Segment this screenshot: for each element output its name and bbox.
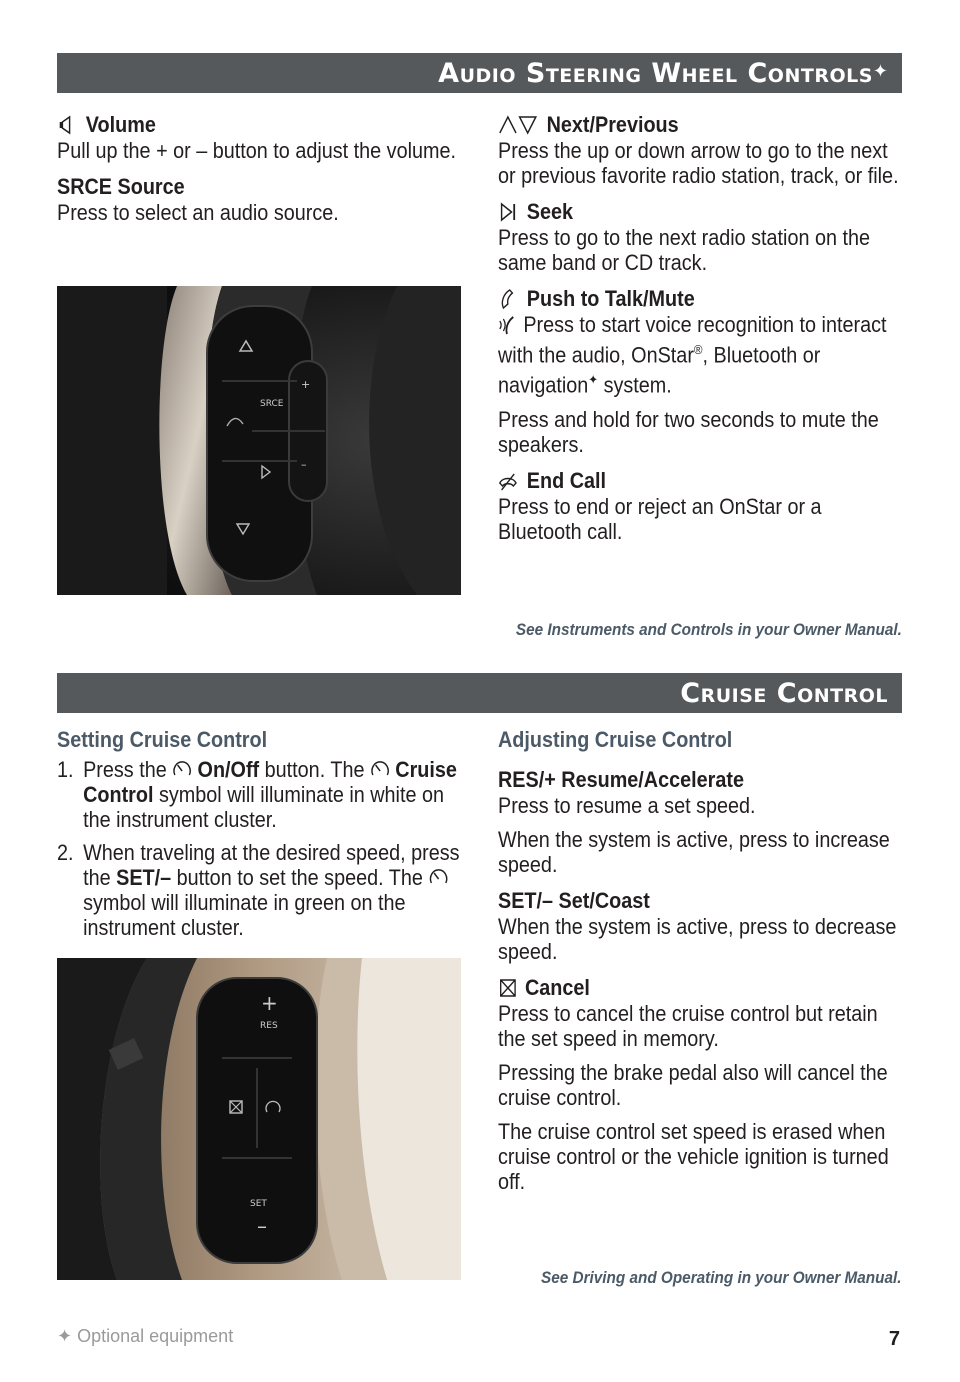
push-to-talk-title: Push to Talk/Mute (526, 286, 695, 311)
volume-text: Pull up the + or – button to adjust the volume. (57, 138, 457, 163)
setting-steps (57, 757, 467, 940)
optional-star-icon: ✦ (57, 1326, 78, 1346)
srce-title: SRCE Source (57, 174, 185, 199)
step-1-on-off: On/Off (197, 757, 260, 782)
step-2-text-d: symbol will illuminate in green on the instrument cluster. (83, 890, 406, 940)
volume-icon (57, 114, 77, 136)
next-previous-item (498, 112, 908, 188)
cruise-icon (172, 760, 192, 780)
cancel-icon (498, 977, 518, 999)
set-coast-text: When the system is active, press to decrease speed. (498, 914, 897, 964)
cancel-title: Cancel (525, 975, 590, 1000)
ptt-text-c: system. (598, 372, 672, 398)
step-1-text-e: symbol will illuminate in white on the instrument cluster. (83, 782, 444, 832)
cruise-icon (428, 868, 448, 888)
optional-equipment-note (57, 1326, 233, 1347)
cruise-section-title: Cruise Control (680, 677, 888, 709)
phone-icon (498, 288, 518, 310)
volume-item (57, 112, 457, 163)
step-2-text-a: When traveling at the desired speed, press the (83, 840, 460, 890)
step-1-text-c: button. The (259, 757, 370, 782)
footnote-text: Optional equipment (77, 1326, 234, 1346)
next-previous-text: Press the up or down arrow to go to the next or previous favorite radio station, track, or file. (498, 138, 899, 188)
step-2-set: SET/– (116, 865, 172, 890)
page-number: 7 (888, 1328, 900, 1350)
seek-icon (498, 201, 518, 223)
seek-title: Seek (526, 199, 574, 224)
step-1-cruise-control: Cruise Control (83, 757, 457, 807)
audio-right-column (498, 112, 908, 555)
step-1 (57, 757, 467, 832)
resume-title: RES/+ Resume/Accelerate (498, 767, 744, 792)
seek-text: Press to go to the next radio station on the same band or CD track. (498, 225, 871, 275)
audio-section-banner (57, 53, 902, 93)
cancel-text-1: Press to cancel the cruise control but retain the set speed in memory. (498, 1001, 878, 1051)
optional-mark: ✦ (872, 60, 888, 81)
cruise-left-column (57, 727, 467, 948)
cruise-owner-manual-reference: See Driving and Operating in your Owner Manual. (541, 1268, 902, 1287)
audio-controls-photo (57, 286, 461, 595)
resume-text-2: When the system is active, press to increase speed. (498, 827, 890, 877)
end-call-text: Press to end or reject an OnStar or a Bluetooth call. (498, 493, 822, 544)
ptt-text-a: Press to start voice recognition to interact with the audio, OnStar (498, 312, 887, 368)
photo-label-plus: + (261, 991, 278, 1015)
audio-left-column (57, 112, 457, 236)
volume-title: Volume (85, 112, 156, 137)
cancel-item (498, 975, 908, 1194)
step-number: 1. (57, 757, 74, 782)
ptt-reg: ® (693, 342, 703, 357)
cancel-text-3: The cruise control set speed is erased when cruise control or the vehicle ignition is turned off. (498, 1119, 889, 1194)
set-coast-title: SET/– Set/Coast (498, 888, 650, 913)
push-to-talk-hold-text: Press and hold for two seconds to mute the speakers. (498, 406, 879, 457)
step-2-text-c: button to set the speed. The (171, 865, 429, 890)
audio-section-title: Audio Steering Wheel Controls (438, 57, 873, 89)
photo-label-res: RES (260, 1021, 278, 1031)
srce-item (57, 174, 457, 225)
photo-label-plus: + (301, 378, 311, 391)
photo-label-srce: SRCE (260, 399, 284, 409)
set-coast-item (498, 888, 908, 964)
srce-text: Press to select an audio source. (57, 200, 339, 225)
next-previous-icon (498, 114, 538, 136)
end-call-item (498, 468, 908, 544)
resume-item (498, 767, 908, 877)
cruise-controls-photo (57, 958, 461, 1280)
step-number: 2. (57, 840, 74, 865)
photo-label-minus: – (301, 458, 307, 471)
cruise-right-column (498, 727, 908, 1205)
step-2 (57, 840, 467, 940)
resume-text-1: Press to resume a set speed. (498, 793, 756, 818)
photo-label-set: SET (250, 1199, 267, 1209)
next-previous-title: Next/Previous (546, 112, 679, 137)
setting-cruise-title: Setting Cruise Control (57, 727, 268, 752)
end-call-icon (498, 470, 518, 492)
step-1-text-a: Press the (83, 757, 173, 782)
audio-owner-manual-reference: See Instruments and Controls in your Owner Manual. (516, 620, 902, 639)
adjusting-cruise-title: Adjusting Cruise Control (498, 727, 733, 752)
push-to-talk-text (498, 312, 908, 398)
cruise-icon (370, 760, 390, 780)
ptt-text-b: , Bluetooth or navigation (498, 342, 821, 398)
voice-icon (498, 315, 518, 335)
seek-item (498, 199, 908, 275)
push-to-talk-item (498, 286, 908, 457)
cruise-section-banner (57, 673, 902, 713)
cancel-text-2: Pressing the brake pedal also will cancel the cruise control. (498, 1060, 888, 1110)
photo-label-minus: – (257, 1214, 267, 1238)
optional-mark: ✦ (588, 372, 599, 388)
end-call-title: End Call (526, 467, 607, 493)
